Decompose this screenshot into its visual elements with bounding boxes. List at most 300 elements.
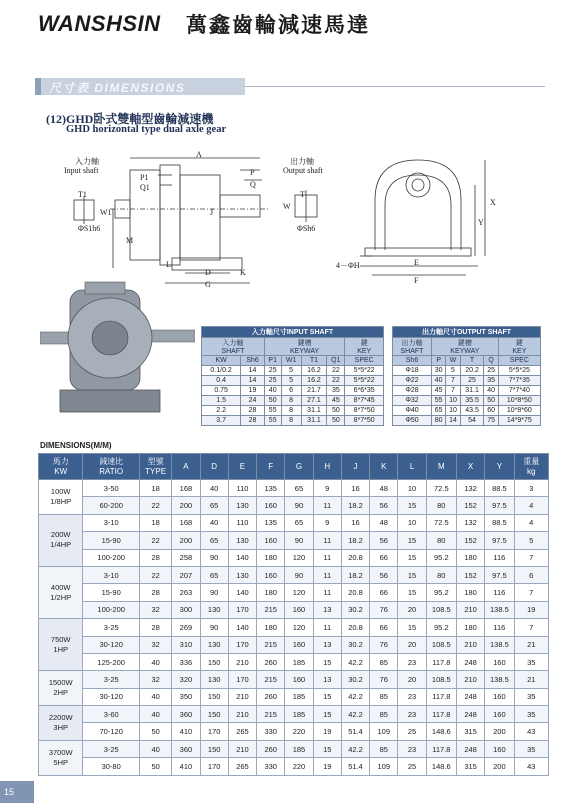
table-cell: 116 — [485, 619, 514, 636]
table-cell: 14 — [241, 376, 265, 386]
input-shaft-label-en: Input shaft — [64, 166, 99, 175]
table-cell: 120 — [285, 584, 313, 601]
table-cell: 135 — [257, 514, 285, 531]
table-cell: 210 — [228, 688, 256, 705]
table-cell: 116 — [485, 549, 514, 566]
table-cell: 168 — [172, 480, 200, 497]
table-cell: 65 — [285, 480, 313, 497]
table-cell: 56 — [370, 497, 398, 514]
dim-w1-label: W1 — [100, 208, 112, 217]
dim-w-label: W — [283, 202, 291, 211]
dimensions-col-header: M — [426, 454, 456, 480]
table-cell: 6 — [514, 566, 548, 583]
table-cell: 248 — [456, 706, 484, 723]
page-header — [0, 0, 580, 50]
output-keyway-header: 鍵槽 KEYWAY — [432, 338, 499, 356]
table-cell: Φ28 — [393, 386, 432, 396]
table-cell: 130 — [200, 671, 228, 688]
table-cell: 160 — [285, 671, 313, 688]
dimensions-col-header: 減速比 RATIO — [83, 454, 140, 480]
table-cell: 10 — [446, 396, 460, 406]
power-cell: 200W 1/4HP — [39, 514, 83, 566]
table-cell: 90 — [285, 497, 313, 514]
table-cell: 7*7*40 — [498, 386, 540, 396]
table-cell: 140 — [228, 619, 256, 636]
table-cell: 117.8 — [426, 653, 456, 670]
table-cell: 21 — [514, 636, 548, 653]
table-cell: 117.8 — [426, 706, 456, 723]
table-cell: 135 — [257, 480, 285, 497]
table-cell: 15 — [313, 653, 341, 670]
table-row — [39, 671, 549, 688]
table-cell: 315 — [456, 758, 484, 775]
table-cell: 269 — [172, 619, 200, 636]
table-cell: 210 — [456, 671, 484, 688]
table-cell: 170 — [200, 723, 228, 740]
input-shaft-table — [201, 326, 384, 426]
table-cell: 66 — [370, 584, 398, 601]
table-row — [393, 366, 541, 376]
dim-x-label: X — [490, 198, 496, 207]
table-cell: 19 — [313, 723, 341, 740]
input-keyway-header: 鍵槽 KEYWAY — [264, 338, 345, 356]
table-cell: 220 — [285, 758, 313, 775]
table-cell: 18.2 — [341, 532, 369, 549]
table-cell: 42.2 — [341, 706, 369, 723]
table-cell: 8*7*50 — [345, 416, 384, 426]
table-cell: 3 — [514, 480, 548, 497]
table-cell: 50 — [139, 723, 171, 740]
table-cell: 10 — [446, 406, 460, 416]
col-header: T — [460, 356, 484, 366]
table-cell: 1.5 — [202, 396, 241, 406]
dimensions-col-header: E — [228, 454, 256, 480]
table-cell: 28 — [139, 549, 171, 566]
table-cell: 150 — [200, 653, 228, 670]
dim-l-label: L — [166, 260, 171, 269]
table-cell: 8*7*50 — [345, 406, 384, 416]
table-row — [39, 758, 549, 775]
table-cell: 15 — [398, 497, 426, 514]
table-cell: 25 — [398, 758, 426, 775]
table-cell: 248 — [456, 653, 484, 670]
table-cell: 9 — [313, 480, 341, 497]
table-cell: 18.2 — [341, 566, 369, 583]
table-cell: 160 — [485, 688, 514, 705]
dimensions-col-header: L — [398, 454, 426, 480]
table-row — [202, 366, 384, 376]
table-cell: 15 — [398, 549, 426, 566]
table-row — [39, 619, 549, 636]
table-cell: 65 — [200, 532, 228, 549]
table-cell: 109 — [370, 723, 398, 740]
table-row — [39, 549, 549, 566]
table-row — [202, 416, 384, 426]
table-cell: 150 — [200, 706, 228, 723]
table-cell: 85 — [370, 653, 398, 670]
table-cell: 5 — [281, 366, 301, 376]
table-cell: 15 — [398, 566, 426, 583]
table-cell: 50 — [327, 406, 345, 416]
table-cell: 215 — [257, 636, 285, 653]
table-cell: 207 — [172, 566, 200, 583]
table-cell: Φ40 — [393, 406, 432, 416]
table-cell: Φ32 — [393, 396, 432, 406]
table-cell: 95.2 — [426, 619, 456, 636]
table-cell: 3-10 — [83, 566, 140, 583]
table-cell: 5 — [514, 532, 548, 549]
col-header: Q1 — [327, 356, 345, 366]
table-cell: 76 — [370, 601, 398, 618]
table-cell: 22 — [327, 366, 345, 376]
table-cell: 7 — [446, 386, 460, 396]
table-cell: 30-120 — [83, 688, 140, 705]
dimensions-col-header: 重量 kg — [514, 454, 548, 480]
table-cell: 66 — [370, 619, 398, 636]
table-row — [202, 396, 384, 406]
table-cell: 108.5 — [426, 601, 456, 618]
table-cell: 248 — [456, 740, 484, 757]
table-cell: 80 — [426, 532, 456, 549]
table-cell: 55 — [264, 406, 281, 416]
table-cell: 4 — [514, 514, 548, 531]
output-shaft-header: 出力軸 SHAFT — [393, 338, 432, 356]
table-cell: 260 — [257, 688, 285, 705]
table-row — [39, 480, 549, 497]
table-cell: 3-25 — [83, 740, 140, 757]
table-cell: 117.8 — [426, 740, 456, 757]
table-cell: 31.1 — [460, 386, 484, 396]
table-cell: 97.5 — [485, 566, 514, 583]
table-cell: 5 — [281, 376, 301, 386]
table-row — [39, 532, 549, 549]
dimensions-col-header: 型號 TYPE — [139, 454, 171, 480]
table-cell: 3.7 — [202, 416, 241, 426]
output-key-header: 鍵 KEY — [498, 338, 540, 356]
table-cell: 310 — [172, 636, 200, 653]
table-cell: 2.2 — [202, 406, 241, 416]
dimensions-col-header: Y — [485, 454, 514, 480]
table-cell: 7 — [514, 619, 548, 636]
table-row — [202, 376, 384, 386]
table-cell: 20.8 — [341, 549, 369, 566]
table-cell: 160 — [485, 706, 514, 723]
table-cell: 125-200 — [83, 653, 140, 670]
table-cell: 30-120 — [83, 636, 140, 653]
table-cell: 300 — [172, 601, 200, 618]
table-cell: 13 — [313, 671, 341, 688]
col-header: Sh6 — [393, 356, 432, 366]
table-cell: 65 — [200, 497, 228, 514]
output-shaft-label-cn: 出力軸 — [290, 157, 314, 166]
dim-g-label: G — [205, 280, 211, 289]
table-cell: 215 — [257, 601, 285, 618]
table-cell: 48 — [370, 480, 398, 497]
col-header: Q — [484, 356, 498, 366]
table-cell: 132 — [456, 514, 484, 531]
dim-y-label: Y — [478, 218, 484, 227]
table-cell: 18 — [139, 514, 171, 531]
table-row — [39, 566, 549, 583]
table-cell: 72.5 — [426, 514, 456, 531]
table-cell: 6*6*35 — [345, 386, 384, 396]
table-cell: Φ50 — [393, 416, 432, 426]
table-cell: 258 — [172, 549, 200, 566]
table-cell: 8 — [281, 396, 301, 406]
table-cell: 55 — [264, 416, 281, 426]
table-cell: 15-90 — [83, 532, 140, 549]
table-cell: 66 — [370, 549, 398, 566]
table-cell: 5*5*22 — [345, 366, 384, 376]
table-cell: 20 — [398, 601, 426, 618]
table-cell: 25 — [460, 376, 484, 386]
table-cell: 40 — [139, 740, 171, 757]
table-cell: 88.5 — [485, 514, 514, 531]
table-cell: 110 — [228, 480, 256, 497]
dimensions-col-header: X — [456, 454, 484, 480]
table-cell: 43.5 — [460, 406, 484, 416]
table-cell: 30.2 — [341, 601, 369, 618]
table-cell: 30-80 — [83, 758, 140, 775]
table-cell: 32 — [139, 636, 171, 653]
dim-t-label: T — [300, 190, 305, 199]
table-cell: 170 — [228, 601, 256, 618]
table-cell: 210 — [228, 706, 256, 723]
table-cell: 19 — [514, 601, 548, 618]
table-cell: 11 — [313, 549, 341, 566]
table-cell: 0.1/0.2 — [202, 366, 241, 376]
table-cell: 35 — [484, 376, 498, 386]
table-cell: 23 — [398, 740, 426, 757]
table-cell: 35 — [514, 653, 548, 670]
dimensions-col-header: 馬力 KW — [39, 454, 83, 480]
table-cell: 51.4 — [341, 723, 369, 740]
table-cell: 320 — [172, 671, 200, 688]
table-cell: 170 — [228, 636, 256, 653]
dim-h-label: 4－ΦH — [336, 261, 360, 270]
table-cell: 95.2 — [426, 584, 456, 601]
table-cell: 60-200 — [83, 497, 140, 514]
table-cell: 10*8*60 — [498, 406, 540, 416]
table-cell: Φ22 — [393, 376, 432, 386]
table-cell: 130 — [200, 601, 228, 618]
table-cell: 11 — [313, 619, 341, 636]
table-cell: 24 — [241, 396, 265, 406]
output-table-title: 出力軸尺寸OUTPUT SHAFT — [393, 327, 541, 338]
input-shaft-label-cn: 入力軸 — [75, 157, 99, 166]
table-cell: 40 — [139, 653, 171, 670]
table-cell: 130 — [200, 636, 228, 653]
table-cell: 22 — [327, 376, 345, 386]
table-cell: 28 — [139, 619, 171, 636]
page-number-tab — [0, 781, 34, 803]
table-cell: 23 — [398, 706, 426, 723]
table-cell: 360 — [172, 740, 200, 757]
table-cell: 11 — [313, 566, 341, 583]
table-cell: 28 — [241, 416, 265, 426]
table-row — [202, 406, 384, 416]
table-cell: 8 — [281, 406, 301, 416]
table-cell: 80 — [426, 566, 456, 583]
table-cell: 180 — [456, 584, 484, 601]
dim-j-label: J — [210, 208, 214, 217]
table-cell: 85 — [370, 740, 398, 757]
power-cell: 3700W 5HP — [39, 740, 83, 775]
table-cell: 14 — [446, 416, 460, 426]
table-cell: 200 — [172, 532, 200, 549]
table-row — [39, 688, 549, 705]
table-cell: 170 — [200, 758, 228, 775]
table-cell: 210 — [228, 653, 256, 670]
table-cell: 11 — [313, 532, 341, 549]
table-cell: 160 — [285, 601, 313, 618]
table-row — [393, 376, 541, 386]
power-cell: 750W 1HP — [39, 619, 83, 671]
dim-q1-label: Q1 — [140, 183, 150, 192]
table-cell: 152 — [456, 497, 484, 514]
table-cell: 160 — [285, 636, 313, 653]
table-cell: 85 — [370, 706, 398, 723]
table-cell: 315 — [456, 723, 484, 740]
dimensions-caption: DIMENSIONS(M/M) — [40, 441, 112, 450]
table-cell: 10 — [398, 480, 426, 497]
col-header: W — [446, 356, 460, 366]
table-cell: 65 — [285, 514, 313, 531]
col-header: P — [432, 356, 446, 366]
table-cell: 65 — [432, 406, 446, 416]
table-cell: 152 — [456, 566, 484, 583]
gear-front-view — [360, 160, 485, 275]
table-cell: 138.5 — [485, 636, 514, 653]
table-cell: 25 — [264, 376, 281, 386]
table-cell: 5 — [446, 366, 460, 376]
table-cell: 40 — [264, 386, 281, 396]
page-number: 15 — [4, 787, 15, 797]
table-cell: 30.2 — [341, 671, 369, 688]
table-cell: 210 — [456, 601, 484, 618]
input-table-title: 入力軸尺寸INPUT SHAFT — [202, 327, 384, 338]
table-row — [393, 406, 541, 416]
table-cell: 8 — [281, 416, 301, 426]
section-title: (12)GHD卧式雙軸型齒輪減速機 — [46, 112, 214, 126]
table-cell: 263 — [172, 584, 200, 601]
table-cell: 21.7 — [301, 386, 327, 396]
table-cell: 120 — [285, 549, 313, 566]
input-shaft-header: 入力軸 SHAFT — [202, 338, 265, 356]
table-cell: 132 — [456, 480, 484, 497]
table-cell: 140 — [228, 549, 256, 566]
col-header: Sh6 — [241, 356, 265, 366]
table-cell: 80 — [432, 416, 446, 426]
table-cell: 14*9*75 — [498, 416, 540, 426]
table-cell: 210 — [228, 740, 256, 757]
output-shaft-diagram — [295, 190, 317, 222]
table-cell: 150 — [200, 740, 228, 757]
dim-q-label: Q — [250, 180, 256, 189]
table-cell: 138.5 — [485, 671, 514, 688]
table-cell: 40 — [200, 480, 228, 497]
dimensions-col-header: J — [341, 454, 369, 480]
table-row — [39, 653, 549, 670]
table-cell: 170 — [228, 671, 256, 688]
divider — [245, 86, 545, 87]
table-cell: 20.8 — [341, 584, 369, 601]
dim-p-label: P — [250, 168, 255, 177]
table-row — [39, 723, 549, 740]
table-cell: 100-200 — [83, 549, 140, 566]
table-cell: 160 — [485, 740, 514, 757]
col-header: SPEC — [345, 356, 384, 366]
table-cell: 80 — [426, 497, 456, 514]
table-cell: 0.75 — [202, 386, 241, 396]
dim-t1-label: T1 — [78, 190, 87, 199]
table-cell: 160 — [257, 532, 285, 549]
table-cell: 40 — [200, 514, 228, 531]
input-key-header: 鍵 KEY — [345, 338, 384, 356]
table-cell: 28 — [139, 584, 171, 601]
table-cell: 13 — [313, 636, 341, 653]
table-cell: 54 — [460, 416, 484, 426]
table-cell: 35 — [514, 740, 548, 757]
dim-p1-label: P1 — [140, 173, 149, 182]
table-row — [39, 636, 549, 653]
output-shaft-table — [392, 326, 541, 426]
table-cell: 15 — [398, 532, 426, 549]
table-cell: 35 — [514, 688, 548, 705]
table-cell: 180 — [257, 549, 285, 566]
table-cell: 19 — [241, 386, 265, 396]
table-cell: 109 — [370, 758, 398, 775]
dimensions-banner-text: 尺寸表 DIMENSIONS — [49, 81, 186, 95]
table-cell: 28 — [241, 406, 265, 416]
table-cell: 410 — [172, 723, 200, 740]
table-cell: 48 — [370, 514, 398, 531]
table-cell: 117.8 — [426, 688, 456, 705]
brand-name-cn: 萬鑫齒輪減速馬達 — [186, 12, 370, 37]
table-row — [39, 514, 549, 531]
table-cell: 180 — [456, 549, 484, 566]
table-cell: 11 — [313, 497, 341, 514]
table-cell: 76 — [370, 671, 398, 688]
table-cell: 220 — [285, 723, 313, 740]
table-cell: 185 — [285, 653, 313, 670]
table-cell: 185 — [285, 688, 313, 705]
table-cell: 265 — [228, 723, 256, 740]
table-cell: 15 — [398, 584, 426, 601]
table-cell: 0.4 — [202, 376, 241, 386]
table-cell: 13 — [313, 601, 341, 618]
brand-logo: WANSHSIN — [38, 11, 161, 36]
table-cell: 23 — [398, 653, 426, 670]
power-cell: 400W 1/2HP — [39, 566, 83, 618]
table-cell: 16 — [341, 514, 369, 531]
table-cell: 90 — [285, 566, 313, 583]
table-cell: 15-90 — [83, 584, 140, 601]
table-cell: 7*7*35 — [498, 376, 540, 386]
table-cell: 350 — [172, 688, 200, 705]
table-cell: 130 — [228, 532, 256, 549]
table-cell: 40 — [139, 706, 171, 723]
dim-e-label: E — [414, 258, 419, 267]
table-cell: 90 — [285, 532, 313, 549]
table-cell: 108.5 — [426, 636, 456, 653]
table-cell: 10 — [398, 514, 426, 531]
table-cell: 22 — [139, 566, 171, 583]
table-cell: 22 — [139, 497, 171, 514]
dimensions-col-header: A — [172, 454, 200, 480]
table-cell: 180 — [456, 619, 484, 636]
table-cell: 215 — [257, 706, 285, 723]
